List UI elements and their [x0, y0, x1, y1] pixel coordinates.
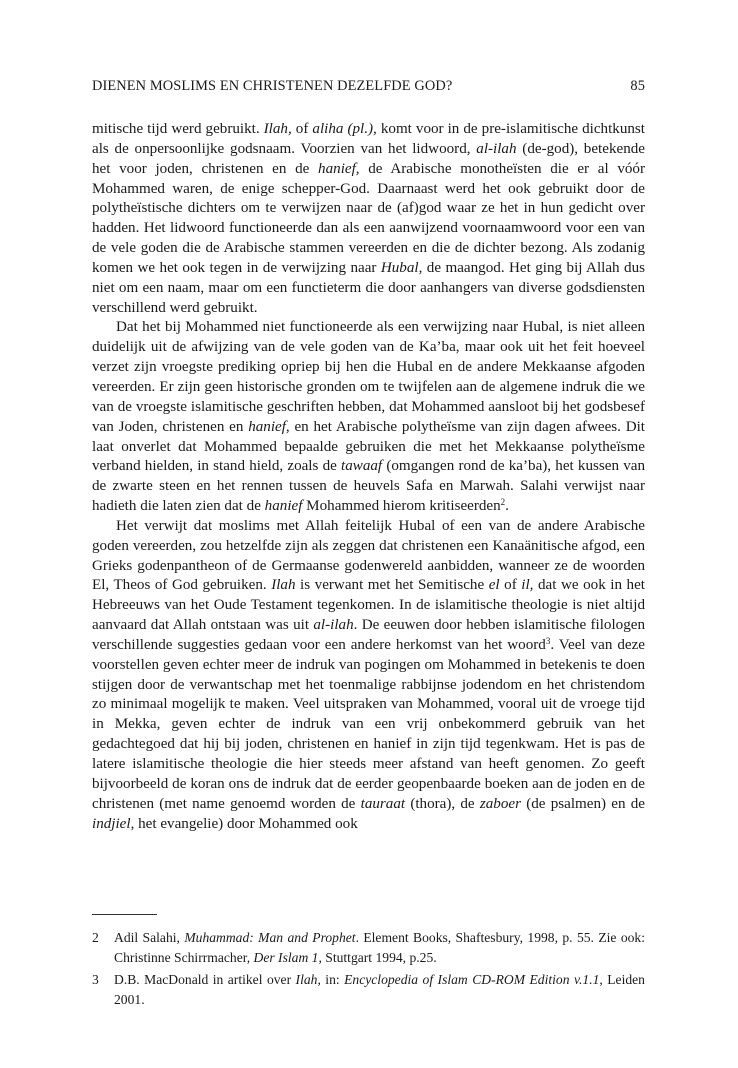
italic-term: al-ilah [313, 617, 354, 634]
italic-term: aliha (pl.), [312, 121, 377, 137]
text-run: is verwant met het Semitische [295, 577, 489, 594]
text-run: Stuttgart 1994, p.25. [321, 949, 437, 965]
body-text [92, 120, 645, 834]
italic-term: tauraat [360, 795, 406, 812]
text-run: de Arabische monotheïsten die er al vóór Mohammed waren, de enige schepper-God. Daarnaast werd het ook gebruikt door de polytheïstische dichters om te verwijzen naar de (af)god waar ze het in hun gedicht over hadden. Het lidwoord functioneerde dan als een aanwijzend voornaamwoord voor een van de vele goden die de Arabische stammen vereerden en die de dichter bezong. Als zodanig komen we het ook tegen in de verwijzing naar [92, 160, 645, 276]
footnote-2 [92, 928, 645, 968]
footnote-number: 2 [92, 930, 99, 945]
text-run: komt voor in de pre-islamitische dichtkunst als de onpersoonlijke godsnaam. Voorzien van het lidwoord, [92, 121, 645, 157]
paragraph-1 [92, 120, 645, 318]
footnote-ref-3[interactable]: 3 [545, 635, 551, 646]
italic-term: Ilah, [263, 121, 292, 137]
running-header [92, 78, 645, 100]
text-run: Mohammed hierom kritiseerden [302, 498, 501, 515]
italic-term: tawaaf [341, 458, 383, 475]
footnote-ref-2[interactable]: 2 [500, 497, 506, 508]
text-run: Dat het bij Mohammed niet functioneerde als een verwijzing naar Hubal, is niet alleen duidelijk uit de afwijzing van de vele goden van de Ka’ba, maar ook uit het feit hoeveel verzet zijn vroegste prediking opriep bij hen die Hubal en de andere Mekkaanse afgoden vereerden. Er zijn geen historische gronden om te twijfelen aan de algemene indruk die we van de vroegste islamitische geschriften hebben, dat Mohammed aansloot bij het godsbesef van Joden, christenen en [92, 319, 645, 435]
text-run: . Element Books, Shaftesbury, 1998, p. 55. Zie ook: Christinne Schirrmacher, [114, 930, 645, 965]
text-run: . [505, 498, 509, 515]
italic-term: hanief [264, 498, 303, 515]
paragraph-2 [92, 318, 645, 516]
text-run: , het evangelie) door Mohammed ook [130, 815, 358, 832]
footnote-number: 3 [92, 971, 99, 987]
text-run: (de psalmen) en de [520, 795, 646, 812]
italic-title: Der Islam 1, [253, 949, 322, 965]
text-run: Adil Salahi, [114, 930, 185, 945]
italic-term: el [488, 577, 500, 594]
italic-term: zaboer [479, 795, 521, 812]
text-run: . De eeuwen door hebben islamitische filologen verschillende suggesties gedaan voor een andere herkomst van het woord [92, 617, 645, 653]
italic-term: hanief, [318, 160, 360, 177]
text-run: (omgangen rond de ka’ba), het kussen van de zwarte steen en het rennen tussen de heuvels Safa en Marwah. Salahi verwijst naar hadieth die laten zien dat de [92, 458, 645, 515]
running-title: DIENEN MOSLIMS EN CHRISTENEN DEZELFDE GOD? [92, 78, 453, 94]
italic-term: indjiel [92, 815, 131, 832]
italic-term: Hubal, [380, 259, 423, 276]
text-run: of [291, 121, 313, 137]
italic-term: il, [521, 577, 534, 594]
paragraph-3 [92, 517, 645, 835]
text-run: de maangod. Het ging bij Allah dus niet om een naam, maar om een functieterm die door aanhangers van diverse godsdiensten verschillend werd gebruikt. [92, 259, 645, 316]
text-run: mitische tijd werd gebruikt. [92, 121, 264, 137]
text-run: Het verwijt dat moslims met Allah feitelijk Hubal of een van de andere Arabische goden vereerden, zou hetzelfde zijn als zeggen dat christenen een Kanaänitische afgod, een Grieks godenpantheon of de Germaanse godenwereld aanbidden, wanneer ze de woorden El, Theos of God gebruiken. [92, 517, 645, 594]
footnote-3 [92, 970, 645, 1010]
text-run: of [499, 577, 522, 594]
text-run: , en het Arabische polytheïsme van zijn dagen afwees. Dit laat onverlet dat Mohammed bepaalde gebruiken die met het Mekkaanse polytheïsme verband hielden, in stand hield, zoals de [92, 418, 645, 475]
text-run: D.B. MacDonald in artikel over [114, 971, 296, 987]
italic-title: Encyclopedia of Islam CD-ROM Edition v.1.1 [344, 971, 600, 987]
text-run: . Veel van deze voorstellen geven echter meer de indruk van pogingen om Mohammed in betekenis te doen stijgen door de verwantschap met het toenmalige rabbijnse jodendom en het christendom zo minimaal mogelijk te maken. Veel uitspraken van Mohammed, vooral uit de vroege tijd in Mekka, geven echter de indruk van een vrij onbekommerd gebruik van het gedachtegoed dat hij bij joden, christenen en hanief in zijn tijd tegenkwam. Het is pas de latere islamitische theologie die hier steeds meer afstand van heeft genomen. Zo geeft bijvoorbeeld de koran ons de indruk dat de eerder geopenbaarde boeken aan de joden en de christenen (met name genoemd worden de [92, 636, 645, 812]
italic-term: al-ilah [476, 140, 517, 157]
page-number: 85 [630, 78, 645, 94]
italic-term: hanief [248, 418, 286, 435]
footnote-separator [92, 914, 157, 915]
italic-term: Ilah [271, 577, 296, 594]
text-run: dat we ook in het Hebreeuws van het Oude Testament tegenkomen. In de islamitische theologie is niet altijd aanvaard dat Allah ontstaan was uit [92, 577, 645, 634]
text-run: (thora), de [405, 795, 480, 812]
footnotes [92, 928, 645, 1012]
text-run: (de-god), betekende het voor joden, christenen en de [92, 140, 645, 177]
text-run: , Leiden 2001. [114, 971, 645, 1007]
text-run: in: [320, 971, 345, 987]
italic-title: Ilah, [295, 971, 321, 987]
italic-title: Muhammad: Man and Prophet [184, 930, 356, 945]
